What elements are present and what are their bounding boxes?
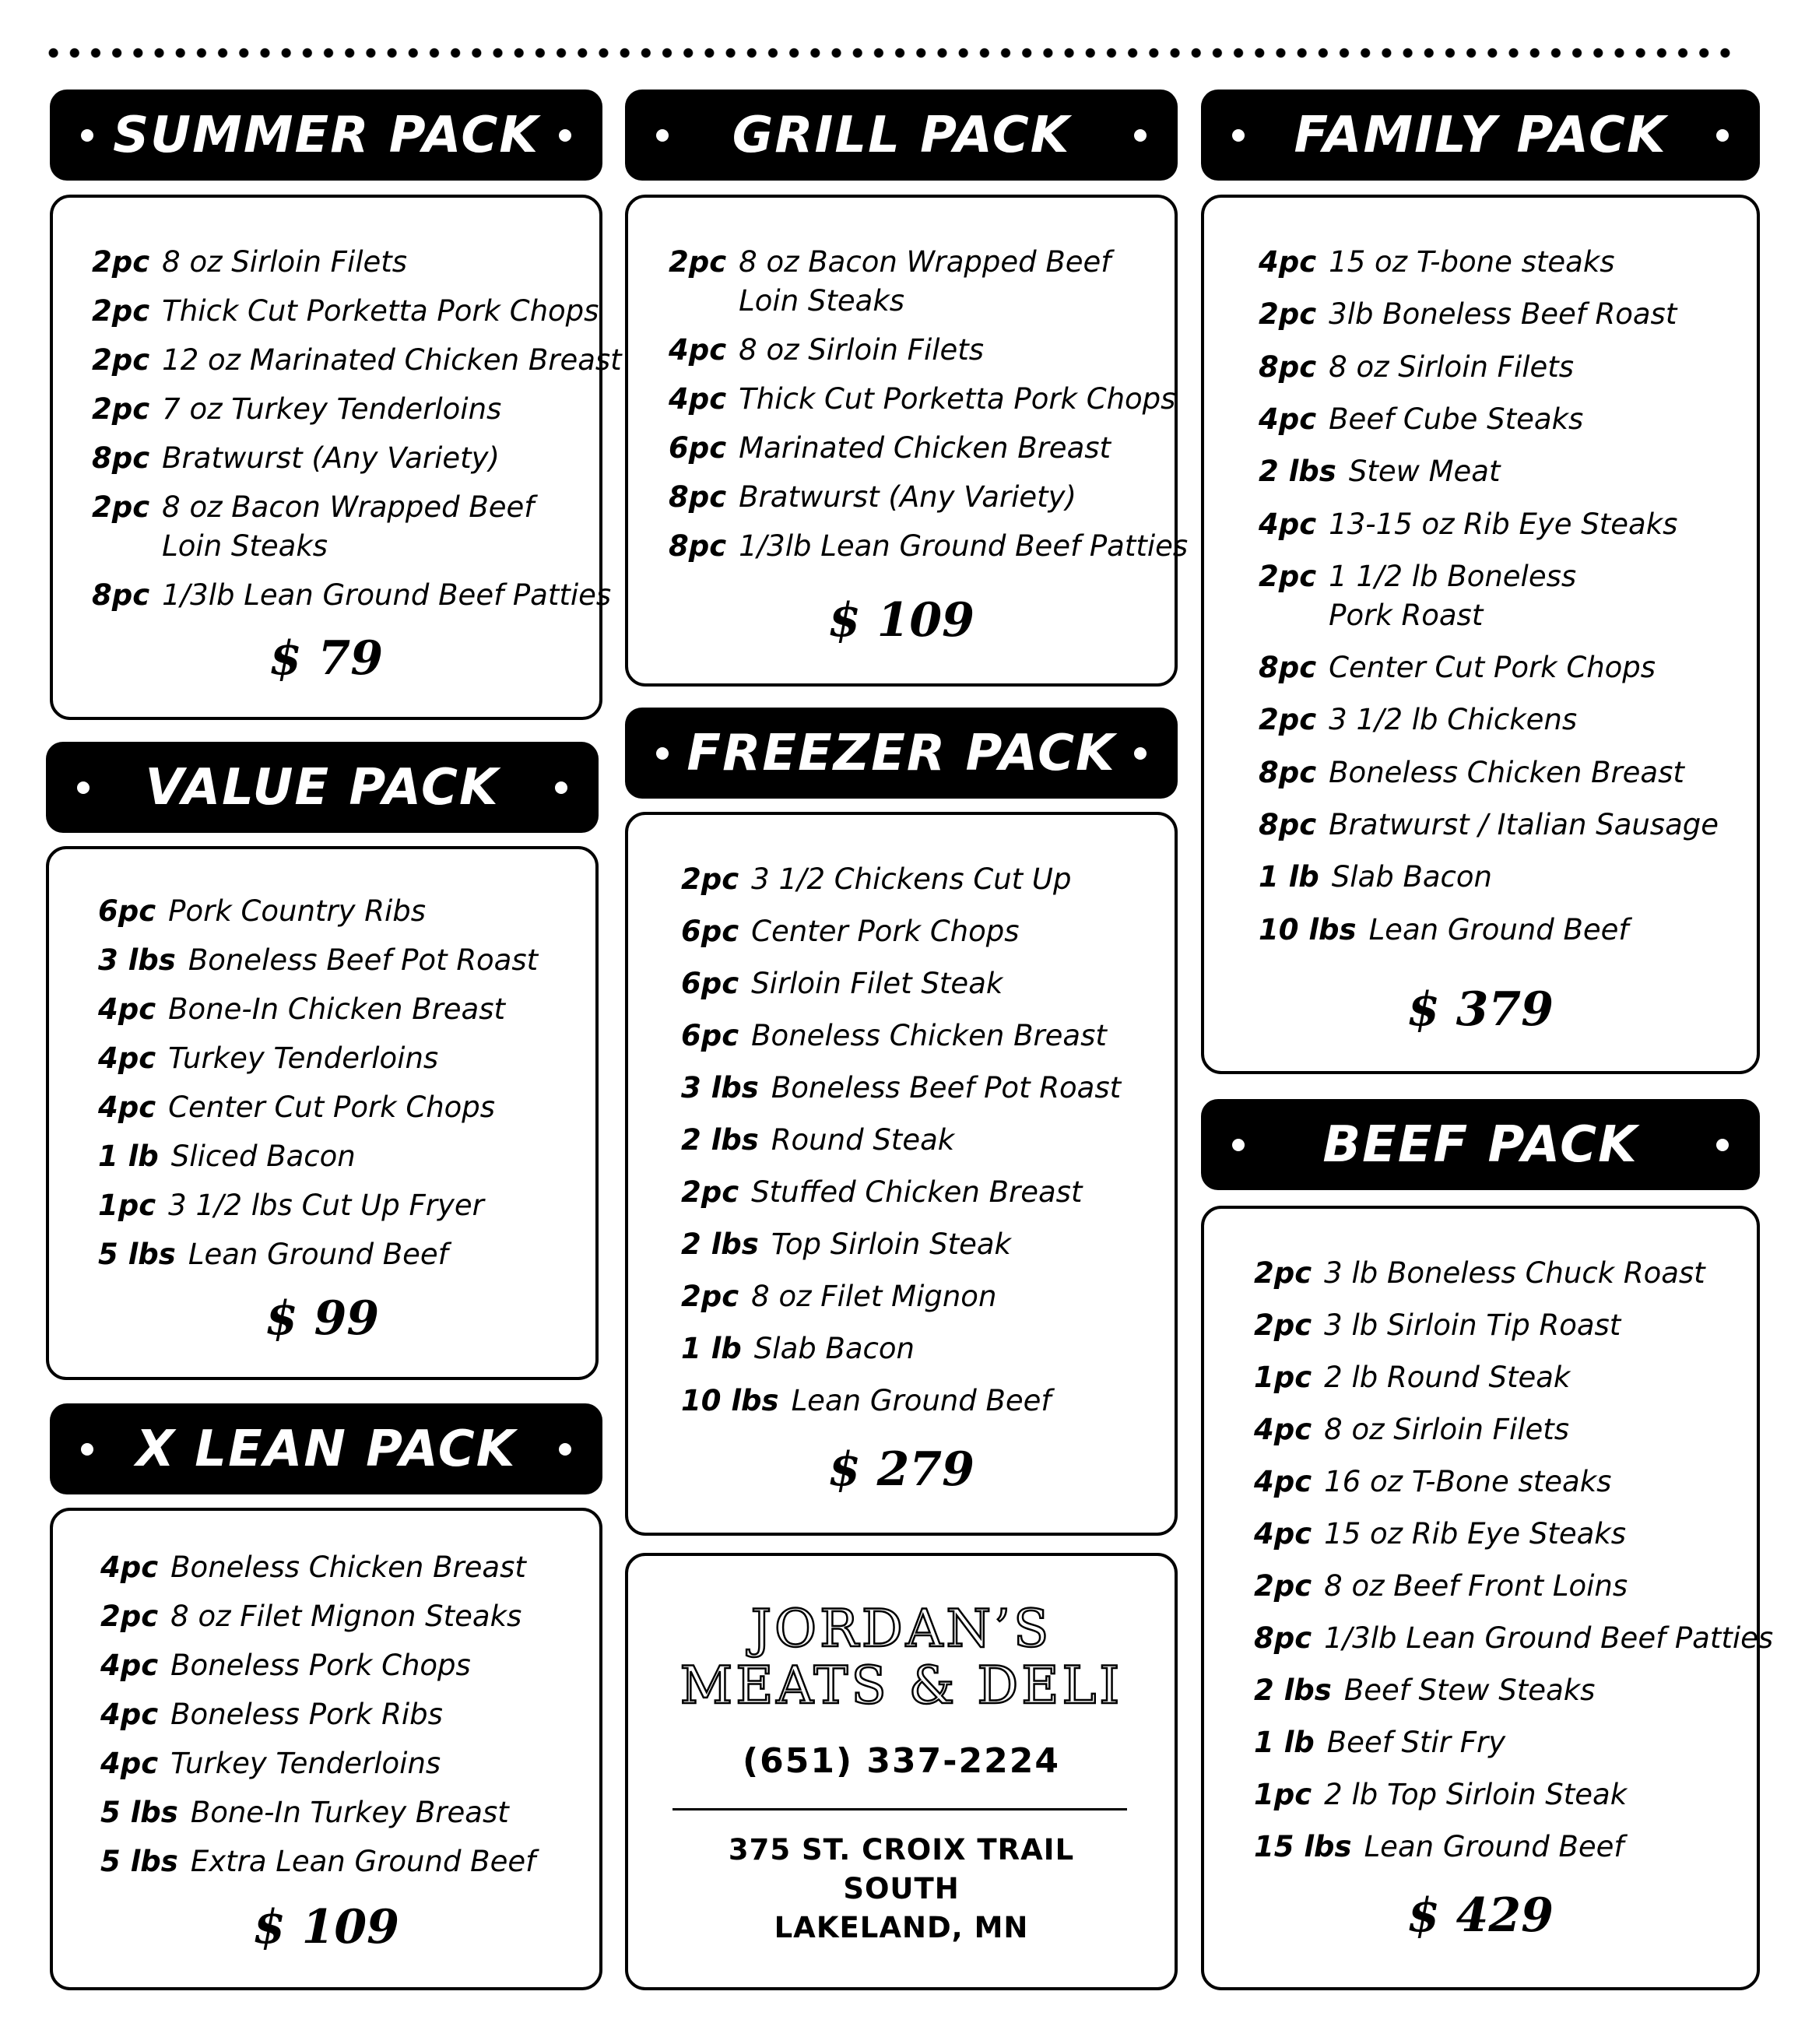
item-description: Stuffed Chicken Breast — [751, 1175, 1083, 1209]
item-quantity: 8pc — [92, 441, 150, 475]
family-pack-title: FAMILY PACK — [1294, 106, 1667, 164]
item-description: Boneless Pork Ribs — [170, 1698, 443, 1731]
item-description: 8 oz Filet Mignon — [751, 1280, 997, 1313]
pack-item — [681, 860, 1072, 899]
pack-item — [100, 1695, 443, 1734]
pack-item — [98, 1137, 356, 1176]
x-lean-pack-header — [50, 1403, 602, 1494]
pack-item — [1254, 1671, 1596, 1710]
item-description: Boneless Pork Chops — [170, 1649, 471, 1682]
grill-pack-price: $ 109 — [828, 593, 974, 648]
freezer-pack-title: FREEZER PACK — [687, 724, 1116, 782]
pack-item — [92, 390, 502, 429]
item-description: Bratwurst / Italian Sausage — [1329, 808, 1719, 841]
item-quantity: 4pc — [1254, 1465, 1312, 1498]
item-quantity: 3 lbs — [98, 943, 176, 977]
item-quantity: 4pc — [98, 1041, 156, 1075]
item-description: Boneless Beef Pot Roast — [188, 943, 539, 977]
pack-item — [1259, 911, 1629, 950]
pack-item — [681, 912, 1020, 951]
pack-item — [98, 1186, 484, 1225]
bullet-dot-icon — [656, 129, 669, 142]
item-quantity: 5 lbs — [98, 1238, 176, 1271]
pack-item — [1254, 1254, 1705, 1293]
item-description: Lean Ground Beef — [1368, 912, 1629, 946]
item-quantity: 1 lb — [681, 1332, 742, 1365]
item-description-continued: Pork Roast — [1329, 598, 1484, 632]
item-description: 1 1/2 lb Boneless — [1329, 559, 1577, 593]
pack-item — [681, 1017, 1107, 1055]
pack-item — [681, 1382, 1052, 1421]
item-description: 3lb Boneless Beef Roast — [1329, 297, 1677, 332]
store-info-box — [625, 1553, 1178, 1990]
item-description: Stew Meat — [1348, 455, 1501, 489]
item-quantity: 4pc — [98, 1090, 156, 1124]
item-description: Top Sirloin Steak — [771, 1227, 1011, 1261]
pack-item — [100, 1597, 522, 1636]
x-lean-pack-price: $ 109 — [253, 1900, 399, 1954]
pack-item — [100, 1793, 509, 1832]
pack-item — [98, 1235, 448, 1274]
item-description: Turkey Tenderloins — [170, 1747, 441, 1780]
item-quantity: 2pc — [1254, 1308, 1312, 1342]
item-quantity: 5 lbs — [100, 1845, 178, 1878]
pack-item — [1259, 400, 1584, 439]
bullet-dot-icon — [559, 129, 571, 142]
item-quantity: 4pc — [669, 382, 727, 416]
item-description: 15 oz T-bone steaks — [1329, 245, 1615, 279]
item-quantity: 6pc — [98, 894, 156, 928]
item-quantity: 2 lbs — [681, 1227, 759, 1261]
item-description: Center Pork Chops — [751, 915, 1020, 948]
pack-item — [92, 341, 622, 380]
item-quantity: 4pc — [1259, 245, 1317, 279]
pack-item — [1259, 858, 1492, 897]
item-quantity: 2pc — [1254, 1256, 1312, 1290]
pack-item — [98, 1039, 439, 1078]
item-description: Sliced Bacon — [170, 1140, 356, 1173]
item-description: Marinated Chicken Breast — [739, 431, 1111, 465]
item-quantity: 2pc — [92, 245, 150, 279]
item-description: Center Cut Pork Chops — [1329, 651, 1656, 685]
item-quantity: 4pc — [1254, 1413, 1312, 1446]
item-description: 8 oz Bacon Wrapped Beef — [162, 490, 535, 524]
item-description: Lean Ground Beef — [188, 1238, 448, 1271]
pack-item — [1254, 1515, 1627, 1554]
item-description: Sirloin Filet Steak — [751, 967, 1003, 1000]
pack-item — [1259, 557, 1577, 632]
item-description: 13-15 oz Rib Eye Steaks — [1329, 507, 1678, 541]
bullet-dot-icon — [555, 781, 567, 794]
item-quantity: 4pc — [100, 1551, 159, 1584]
item-description: 8 oz Filet Mignon Steaks — [170, 1600, 522, 1633]
pack-item — [681, 964, 1003, 1003]
item-quantity: 2 lbs — [1254, 1673, 1332, 1707]
pack-item — [1259, 648, 1656, 687]
item-description: Pork Country Ribs — [168, 894, 427, 928]
grill-pack-header — [625, 90, 1178, 181]
pack-item — [100, 1548, 526, 1587]
pack-item — [1254, 1828, 1624, 1867]
x-lean-pack-title: X LEAN PACK — [135, 1420, 517, 1478]
item-description: Bratwurst (Any Variety) — [162, 441, 500, 475]
pack-item — [681, 1277, 997, 1316]
pack-item — [1254, 1463, 1612, 1501]
item-description: 1/3lb Lean Ground Beef Patties — [739, 529, 1189, 563]
pack-item — [1259, 505, 1678, 544]
store-name-line1: JORDAN’S — [750, 1599, 1052, 1659]
pack-item — [669, 380, 1176, 419]
store-phone[interactable]: (651) 337-2224 — [743, 1741, 1060, 1781]
beef-pack-price: $ 429 — [1407, 1888, 1554, 1943]
pack-item — [1259, 701, 1578, 739]
item-quantity: 4pc — [98, 992, 156, 1026]
pack-item — [1254, 1723, 1506, 1762]
item-quantity: 3 lbs — [681, 1071, 759, 1105]
item-quantity: 2pc — [681, 862, 739, 896]
pack-item — [98, 941, 539, 980]
pack-item — [92, 576, 612, 615]
pack-item — [92, 292, 599, 331]
value-pack-box — [46, 846, 599, 1380]
bullet-dot-icon — [559, 1443, 571, 1456]
item-description: 8 oz Bacon Wrapped Beef — [739, 245, 1111, 279]
dotted-border — [43, 45, 1736, 61]
pack-item — [669, 527, 1189, 566]
pack-item — [1254, 1358, 1571, 1397]
item-description: 8 oz Sirloin Filets — [1324, 1413, 1570, 1446]
item-quantity: 8pc — [92, 578, 150, 612]
item-quantity: 8pc — [1254, 1621, 1312, 1655]
pack-item — [92, 243, 408, 282]
item-description: Bone-In Turkey Breast — [190, 1796, 509, 1829]
summer-pack-price: $ 79 — [269, 631, 384, 686]
bullet-dot-icon — [656, 747, 669, 760]
item-quantity: 1pc — [1254, 1778, 1312, 1811]
value-pack-header — [46, 742, 599, 833]
summer-pack-title: SUMMER PACK — [113, 106, 539, 164]
item-description: 3 lb Sirloin Tip Roast — [1324, 1308, 1621, 1342]
pack-item — [92, 488, 535, 563]
bullet-dot-icon — [81, 1443, 93, 1456]
item-description-continued: Loin Steaks — [162, 529, 328, 563]
item-quantity: 4pc — [1259, 402, 1317, 436]
beef-pack-header — [1201, 1099, 1760, 1190]
store-address-line1: 375 ST. CROIX TRAIL — [728, 1833, 1075, 1867]
item-quantity: 8pc — [669, 529, 727, 563]
pack-item — [1254, 1775, 1628, 1814]
family-pack-price: $ 379 — [1407, 982, 1554, 1037]
item-description: 8 oz Sirloin Filets — [162, 245, 408, 279]
pack-item — [100, 1646, 471, 1685]
pack-item — [681, 1329, 915, 1368]
item-description: Beef Stir Fry — [1326, 1726, 1506, 1759]
item-description: Boneless Chicken Breast — [170, 1551, 526, 1584]
pack-item — [98, 1088, 496, 1127]
pack-item — [98, 892, 427, 931]
item-quantity: 1pc — [98, 1189, 156, 1222]
item-description: 3 lb Boneless Chuck Roast — [1324, 1256, 1705, 1290]
item-description: Slab Bacon — [753, 1332, 915, 1365]
item-description: Boneless Chicken Breast — [751, 1019, 1107, 1052]
freezer-pack-header — [625, 708, 1178, 799]
item-quantity: 2pc — [669, 245, 727, 279]
freezer-pack-box — [625, 812, 1178, 1536]
item-description: 3 1/2 lb Chickens — [1329, 703, 1578, 737]
item-description: Extra Lean Ground Beef — [190, 1845, 536, 1878]
pack-item — [1259, 295, 1677, 334]
store-name-line2: MEATS & DELI — [680, 1656, 1123, 1716]
item-quantity: 4pc — [100, 1649, 159, 1682]
item-quantity: 2 lbs — [681, 1123, 759, 1157]
bullet-dot-icon — [1716, 1139, 1729, 1151]
pack-item — [92, 439, 500, 478]
pack-item — [1254, 1410, 1570, 1449]
pack-item — [98, 990, 506, 1029]
pack-item — [681, 1069, 1122, 1108]
item-description: Thick Cut Porketta Pork Chops — [739, 382, 1176, 416]
item-quantity: 2pc — [100, 1600, 159, 1633]
pack-item — [681, 1225, 1011, 1264]
family-pack-header — [1201, 90, 1760, 181]
pack-item — [1259, 243, 1615, 282]
pack-item — [1254, 1619, 1774, 1658]
beef-pack-box — [1201, 1206, 1774, 1990]
bullet-dot-icon — [1134, 129, 1147, 142]
item-description-continued: Loin Steaks — [739, 284, 905, 318]
item-quantity: 1 lb — [1259, 860, 1319, 894]
pack-item — [669, 243, 1111, 318]
store-address-line2: SOUTH — [843, 1872, 960, 1905]
item-description: 2 lb Round Steak — [1324, 1361, 1571, 1394]
x-lean-pack-box — [50, 1508, 602, 1990]
pack-item — [1254, 1567, 1628, 1606]
item-quantity: 4pc — [100, 1698, 159, 1731]
bullet-dot-icon — [1232, 1139, 1245, 1151]
item-description: 3 1/2 Chickens Cut Up — [751, 862, 1072, 896]
pack-item — [100, 1744, 441, 1783]
item-description: Beef Stew Steaks — [1343, 1673, 1596, 1707]
item-quantity: 8pc — [1259, 808, 1317, 841]
item-quantity: 1 lb — [1254, 1726, 1315, 1759]
value-pack-title: VALUE PACK — [145, 758, 500, 817]
item-quantity: 6pc — [681, 915, 739, 948]
item-quantity: 5 lbs — [100, 1796, 178, 1829]
item-quantity: 2pc — [92, 490, 150, 524]
bullet-dot-icon — [77, 781, 90, 794]
item-description: Bratwurst (Any Variety) — [739, 480, 1076, 514]
pack-item — [1259, 753, 1684, 792]
item-quantity: 2 lbs — [1259, 455, 1336, 489]
item-quantity: 2pc — [1259, 559, 1317, 593]
item-description: 8 oz Sirloin Filets — [1329, 349, 1575, 384]
store-address-line3: LAKELAND, MN — [774, 1911, 1029, 1944]
item-description: Bone-In Chicken Breast — [168, 992, 506, 1026]
grill-pack-title: GRILL PACK — [732, 106, 1071, 164]
item-quantity: 8pc — [1259, 349, 1317, 384]
item-quantity: 8pc — [1259, 755, 1317, 789]
bullet-dot-icon — [1134, 747, 1147, 760]
bullet-dot-icon — [1716, 129, 1729, 142]
item-description: Boneless Beef Pot Roast — [771, 1071, 1122, 1105]
summer-pack-header — [50, 90, 602, 181]
item-description: 8 oz Sirloin Filets — [739, 333, 985, 367]
item-quantity: 2pc — [92, 294, 150, 328]
freezer-pack-price: $ 279 — [828, 1442, 974, 1497]
item-quantity: 4pc — [669, 333, 727, 367]
store-divider — [672, 1808, 1127, 1810]
item-quantity: 2pc — [92, 343, 150, 377]
item-description: Thick Cut Porketta Pork Chops — [162, 294, 599, 328]
item-description: Round Steak — [771, 1123, 955, 1157]
pack-item — [681, 1121, 955, 1160]
item-quantity: 6pc — [681, 967, 739, 1000]
pack-item — [100, 1842, 536, 1881]
item-description: 16 oz T-Bone steaks — [1324, 1465, 1612, 1498]
item-description: 2 lb Top Sirloin Steak — [1324, 1778, 1628, 1811]
item-description: 12 oz Marinated Chicken Breast — [162, 343, 622, 377]
item-description: 1/3lb Lean Ground Beef Patties — [162, 578, 612, 612]
item-description: Turkey Tenderloins — [168, 1041, 439, 1075]
pack-item — [681, 1173, 1083, 1212]
item-description: 3 1/2 lbs Cut Up Fryer — [168, 1189, 484, 1222]
pack-item — [669, 429, 1111, 468]
item-description: Beef Cube Steaks — [1329, 402, 1584, 436]
bullet-dot-icon — [81, 129, 93, 142]
item-description: 1/3lb Lean Ground Beef Patties — [1324, 1621, 1774, 1655]
item-quantity: 1pc — [1254, 1361, 1312, 1394]
item-quantity: 2pc — [681, 1175, 739, 1209]
item-description: Center Cut Pork Chops — [168, 1090, 496, 1124]
item-quantity: 6pc — [669, 431, 727, 465]
summer-pack-box — [50, 195, 622, 720]
bullet-dot-icon — [1232, 129, 1245, 142]
pack-item — [1259, 806, 1719, 845]
item-description: Lean Ground Beef — [1364, 1830, 1624, 1863]
pack-item — [1254, 1306, 1621, 1345]
item-quantity: 2pc — [681, 1280, 739, 1313]
item-quantity: 2pc — [92, 392, 150, 426]
pack-item — [669, 331, 985, 370]
item-quantity: 8pc — [1259, 651, 1317, 685]
item-description: 7 oz Turkey Tenderloins — [162, 392, 502, 426]
item-description: Lean Ground Beef — [791, 1384, 1052, 1417]
item-quantity: 1 lb — [98, 1140, 159, 1173]
item-quantity: 10 lbs — [1259, 912, 1357, 946]
item-quantity: 2pc — [1259, 297, 1317, 332]
grill-pack-box — [625, 195, 1189, 687]
item-description: 15 oz Rib Eye Steaks — [1324, 1517, 1627, 1551]
item-quantity: 4pc — [100, 1747, 159, 1780]
item-quantity: 4pc — [1254, 1517, 1312, 1551]
item-description: 8 oz Beef Front Loins — [1324, 1569, 1628, 1603]
beef-pack-title: BEEF PACK — [1322, 1115, 1638, 1174]
item-quantity: 2pc — [1259, 703, 1317, 737]
item-quantity: 6pc — [681, 1019, 739, 1052]
item-description: Slab Bacon — [1331, 860, 1492, 894]
item-quantity: 10 lbs — [681, 1384, 779, 1417]
item-description: Boneless Chicken Breast — [1329, 755, 1684, 789]
pack-item — [1259, 452, 1501, 491]
item-quantity: 2pc — [1254, 1569, 1312, 1603]
item-quantity: 4pc — [1259, 507, 1317, 541]
value-pack-price: $ 99 — [265, 1291, 380, 1346]
family-pack-box — [1201, 195, 1760, 1074]
pack-item — [1259, 348, 1575, 387]
pack-item — [669, 478, 1076, 517]
item-quantity: 15 lbs — [1254, 1830, 1352, 1863]
item-quantity: 8pc — [669, 480, 727, 514]
